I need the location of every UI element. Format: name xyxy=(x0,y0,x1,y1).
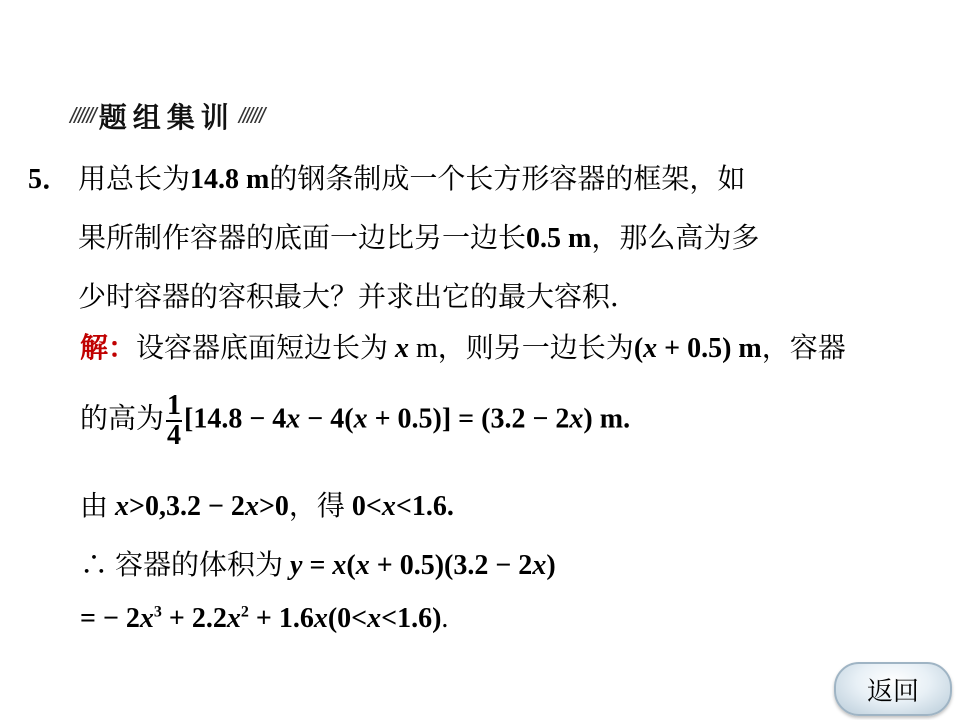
math-expr: 0< xyxy=(351,491,382,522)
fraction xyxy=(166,392,182,450)
solution-line-5 xyxy=(80,603,448,635)
math-expr: ) m. xyxy=(583,403,631,435)
section-header xyxy=(70,96,263,136)
problem-text: 果所制作容器的底面一边比另一边长 xyxy=(78,223,527,254)
solution-text: m，则另一边长为 xyxy=(409,333,634,364)
section-title: 题组集训 xyxy=(98,103,235,134)
math-expr: ( xyxy=(346,550,356,581)
math-expr: ( xyxy=(633,333,644,364)
solution-text: 由 xyxy=(80,491,116,522)
math-var: x xyxy=(286,403,301,435)
math-var: x xyxy=(313,603,328,634)
problem-line-2 xyxy=(28,211,759,270)
problem-text: 少时容器的容积最大？并求出它的最大容积． xyxy=(78,282,639,313)
math-exponent: 3 xyxy=(153,603,162,621)
problem-statement xyxy=(28,152,759,329)
solution-text: ，得 xyxy=(288,491,352,522)
solution-line-1 xyxy=(80,326,846,366)
solution-text: ∴ 容器的体积为 xyxy=(80,550,291,581)
solution-text: 设容器底面短边长为 xyxy=(136,333,396,364)
math-var: x xyxy=(643,333,658,364)
problem-text: 的钢条制成一个长方形容器的框架，如 xyxy=(269,164,746,195)
math-expr: (0< xyxy=(327,603,368,634)
math-expr: >0 xyxy=(258,491,289,522)
solution-text: . xyxy=(441,603,449,634)
math-var: x xyxy=(381,491,396,522)
solution-text: ，容器 xyxy=(761,333,846,364)
decor-slashes-left: ////// xyxy=(70,103,95,128)
math-expr: ) xyxy=(546,550,556,581)
math-var: x xyxy=(353,403,368,435)
math-exponent: 2 xyxy=(240,603,249,621)
problem-line-3 xyxy=(28,270,759,329)
math-expr: >0,3.2 − 2 xyxy=(129,491,245,522)
math-var: y xyxy=(290,550,303,581)
solution-line-2 xyxy=(80,392,630,450)
fraction-numerator: 1 xyxy=(167,390,182,421)
problem-value: 14.8 m xyxy=(190,164,270,195)
math-expr: <1.6) xyxy=(381,603,442,634)
math-expr: + 2.2 xyxy=(161,603,227,634)
math-var: x xyxy=(395,333,410,364)
math-expr: − 4( xyxy=(300,403,354,435)
math-var: x xyxy=(367,603,382,634)
problem-value: 0.5 m xyxy=(526,223,592,254)
solution-label: 解： xyxy=(80,333,137,364)
decor-slashes-right: ////// xyxy=(238,103,264,128)
math-var: x xyxy=(115,491,130,522)
math-expr: + 0.5)(3.2 − 2 xyxy=(369,550,533,581)
solution-text: 的高为 xyxy=(80,403,165,435)
math-expr: + 0.5)] = (3.2 − 2 xyxy=(367,403,570,435)
return-button[interactable]: 返回 xyxy=(834,662,952,716)
math-expr: + 1.6 xyxy=(248,603,314,634)
math-var: x xyxy=(244,491,259,522)
math-var: x xyxy=(226,603,241,634)
math-expr: + 0.5) m xyxy=(657,333,762,364)
fraction-denominator: 4 xyxy=(167,420,182,451)
problem-number: 5． xyxy=(28,164,71,195)
math-expr: [14.8 − 4 xyxy=(184,403,287,435)
math-expr: <1.6. xyxy=(395,491,454,522)
problem-text: ，那么高为多 xyxy=(591,223,760,254)
math-var: x xyxy=(332,550,347,581)
math-var: x xyxy=(355,550,370,581)
math-var: x xyxy=(569,403,584,435)
problem-line-1 xyxy=(28,152,759,211)
math-expr: = − 2 xyxy=(80,603,140,634)
math-var: x xyxy=(532,550,547,581)
problem-text: 用总长为 xyxy=(78,164,191,195)
math-var: x xyxy=(139,603,154,634)
solution-line-3 xyxy=(80,484,454,524)
solution-line-4 xyxy=(80,543,556,583)
math-expr: = xyxy=(302,550,333,581)
